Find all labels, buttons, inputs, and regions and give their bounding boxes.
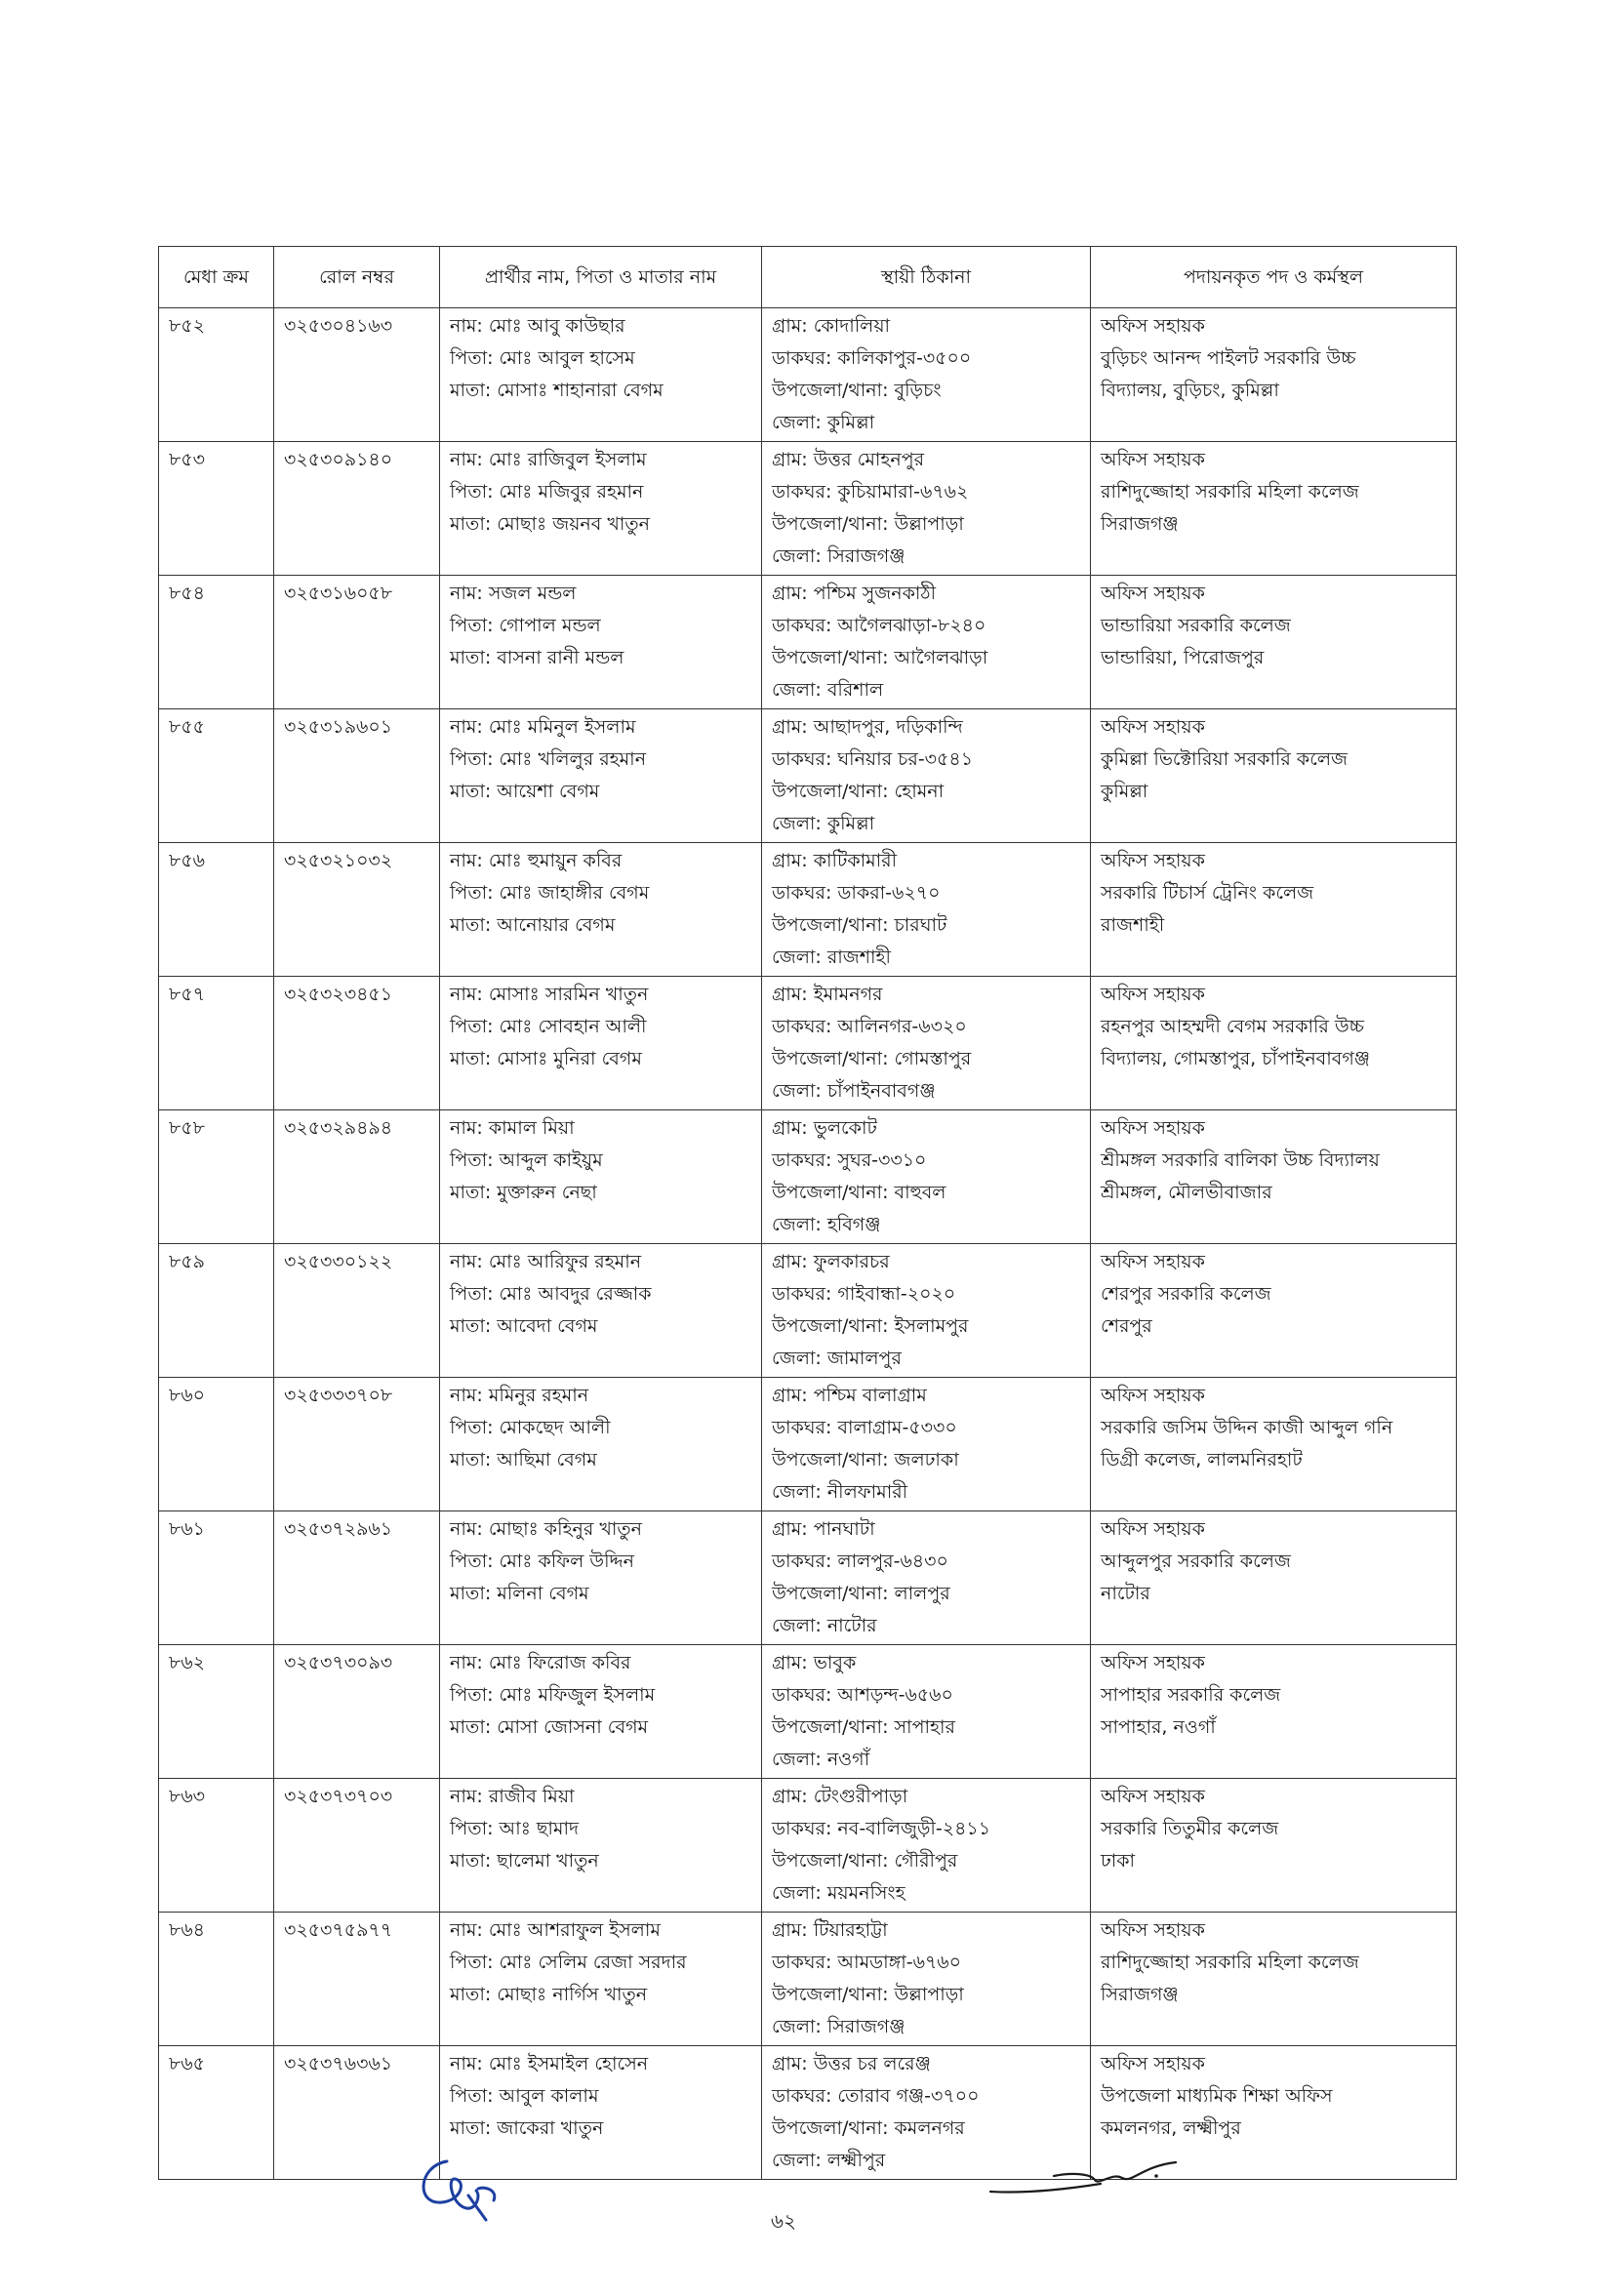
address-line: ডাকঘর: কুচিয়ামারা-৬৭৬২ (772, 481, 969, 503)
posting-line: অফিস সহায়ক (1101, 1117, 1205, 1139)
posting-line: আব্দুলপুর সরকারি কলেজ (1101, 1551, 1291, 1572)
posting-cell (1091, 1645, 1457, 1779)
posting-line: অফিস সহায়ক (1101, 1786, 1205, 1807)
header-roll: রোল নম্বর (274, 247, 440, 308)
address-line: ডাকঘর: বালাগ্রাম-৫৩৩০ (772, 1417, 957, 1438)
roll-cell: ৩২৫৩৭৫৯৭৭ (274, 1913, 440, 2046)
candidate-line: নাম: কামাল মিয়া (450, 1117, 575, 1139)
posting-line: রাজশাহী (1101, 914, 1165, 936)
table-row (159, 442, 1457, 576)
candidate-cell (440, 1511, 762, 1645)
address-line: ডাকঘর: ঘনিয়ার চর-৩৫৪১ (772, 748, 974, 770)
merit-cell: ৮৬৪ (159, 1913, 274, 2046)
address-line: ডাকঘর: লালপুর-৬৪৩০ (772, 1551, 948, 1572)
header-address: স্থায়ী ঠিকানা (762, 247, 1091, 308)
candidate-line: মাতা: মলিনা বেগম (450, 1583, 589, 1604)
table-row (159, 2046, 1457, 2180)
address-cell (762, 576, 1091, 709)
address-cell (762, 843, 1091, 977)
address-line: গ্রাম: উত্তর মোহনপুর (772, 449, 925, 470)
merit-cell: ৮৫৭ (159, 977, 274, 1110)
address-line: উপজেলা/থানা: উল্লাপাড়া (772, 513, 964, 535)
address-line: গ্রাম: উত্তর চর লরেঞ্জ (772, 2053, 931, 2074)
candidate-line: পিতা: মোঃ সোবহান আলী (450, 1016, 647, 1037)
candidate-cell (440, 442, 762, 576)
candidate-line: পিতা: মোঃ মফিজুল ইসলাম (450, 1684, 656, 1706)
posting-line: রাশিদুজ্জোহা সরকারি মহিলা কলেজ (1101, 1952, 1359, 1973)
address-line: উপজেলা/থানা: ইসলামপুর (772, 1315, 969, 1337)
merit-cell: ৮৫৬ (159, 843, 274, 977)
candidate-cell (440, 308, 762, 442)
signature-left (408, 2152, 515, 2234)
address-line: ডাকঘর: আমডাঙ্গা-৬৭৬০ (772, 1952, 962, 1973)
posting-line: উপজেলা মাধ্যমিক শিক্ষা অফিস (1101, 2085, 1333, 2107)
candidate-line: পিতা: গোপাল মন্ডল (450, 615, 601, 636)
address-line: ডাকঘর: আশড়ন্দ-৬৫৬০ (772, 1684, 953, 1706)
merit-cell: ৮৫৪ (159, 576, 274, 709)
candidate-cell (440, 709, 762, 843)
header-posting: পদায়নকৃত পদ ও কর্মস্থল (1091, 247, 1457, 308)
posting-line: রাশিদুজ্জোহা সরকারি মহিলা কলেজ (1101, 481, 1359, 503)
candidate-line: নাম: মমিনুর রহমান (450, 1385, 589, 1406)
merit-cell: ৮৫৯ (159, 1244, 274, 1378)
posting-cell (1091, 1378, 1457, 1511)
address-line: গ্রাম: ইমামনগর (772, 984, 883, 1005)
address-line: জেলা: কুমিল্লা (772, 412, 875, 433)
candidate-cell (440, 1110, 762, 1244)
address-line: গ্রাম: পানঘাটা (772, 1518, 875, 1540)
candidate-line: নাম: মোঃ হুমায়ুন কবির (450, 850, 623, 871)
address-line: উপজেলা/থানা: লালপুর (772, 1583, 950, 1604)
candidate-cell (440, 843, 762, 977)
posting-cell (1091, 709, 1457, 843)
posting-line: অফিস সহায়ক (1101, 850, 1205, 871)
address-line: জেলা: সিরাজগঞ্জ (772, 2016, 906, 2037)
address-line: উপজেলা/থানা: হোমনা (772, 781, 945, 802)
merit-cell: ৮৫২ (159, 308, 274, 442)
merit-cell: ৮৬০ (159, 1378, 274, 1511)
posting-line: অফিস সহায়ক (1101, 2053, 1205, 2074)
address-line: গ্রাম: পশ্চিম বালাগ্রাম (772, 1385, 927, 1406)
address-line: উপজেলা/থানা: বুড়িচং (772, 380, 942, 401)
signature-right (986, 2155, 1200, 2207)
roll-cell: ৩২৫৩৭৩০৯৩ (274, 1645, 440, 1779)
posting-line: শেরপুর (1101, 1315, 1152, 1337)
address-cell (762, 1779, 1091, 1913)
merit-cell: ৮৫৮ (159, 1110, 274, 1244)
candidate-line: পিতা: মোঃ খলিলুর রহমান (450, 748, 647, 770)
address-line: উপজেলা/থানা: বাহুবল (772, 1182, 946, 1203)
candidate-line: মাতা: মোছাঃ নার্গিস খাতুন (450, 1984, 648, 2005)
address-line: গ্রাম: পশ্চিম সুজনকাঠী (772, 583, 937, 604)
candidate-cell (440, 1645, 762, 1779)
merit-list-table (158, 246, 1457, 2180)
candidate-line: মাতা: মোছাঃ জয়নব খাতুন (450, 513, 650, 535)
address-line: ডাকঘর: আলিনগর-৬৩২০ (772, 1016, 967, 1037)
posting-cell (1091, 977, 1457, 1110)
candidate-line: নাম: মোসাঃ সারমিন খাতুন (450, 984, 649, 1005)
address-line: গ্রাম: টেংগুরীপাড়া (772, 1786, 908, 1807)
posting-cell (1091, 1244, 1457, 1378)
posting-line: বিদ্যালয়, বুড়িচং, কুমিল্লা (1101, 380, 1279, 401)
address-line: ডাকঘর: নব-বালিজুড়ী-২৪১১ (772, 1818, 991, 1839)
candidate-line: নাম: সজল মন্ডল (450, 583, 577, 604)
posting-line: অফিস সহায়ক (1101, 1652, 1205, 1673)
posting-line: অফিস সহায়ক (1101, 449, 1205, 470)
merit-cell: ৮৬১ (159, 1511, 274, 1645)
address-cell (762, 442, 1091, 576)
posting-line: ভান্ডারিয়া সরকারি কলেজ (1101, 615, 1291, 636)
candidate-line: মাতা: মোসা জোসনা বেগম (450, 1716, 649, 1738)
candidate-line: পিতা: মোঃ আবদুর রেজ্জাক (450, 1283, 652, 1305)
table-row (159, 576, 1457, 709)
candidate-line: পিতা: মোঃ কফিল উদ্দিন (450, 1551, 634, 1572)
roll-cell: ৩২৫৩১৬০৫৮ (274, 576, 440, 709)
candidate-line: নাম: রাজীব মিয়া (450, 1786, 575, 1807)
merit-cell: ৮৬৫ (159, 2046, 274, 2180)
table-row (159, 1779, 1457, 1913)
posting-line: সাপাহার সরকারি কলেজ (1101, 1684, 1281, 1706)
address-line: উপজেলা/থানা: আগৈলঝাড়া (772, 647, 988, 668)
table-row (159, 1511, 1457, 1645)
candidate-line: মাতা: মুক্তারুন নেছা (450, 1182, 597, 1203)
candidate-line: নাম: মোছাঃ কহিনুর খাতুন (450, 1518, 642, 1540)
candidate-line: নাম: মোঃ মমিনুল ইসলাম (450, 716, 636, 738)
address-line: জেলা: সিরাজগঞ্জ (772, 545, 906, 567)
posting-cell (1091, 576, 1457, 709)
candidate-line: পিতা: আঃ ছামাদ (450, 1818, 579, 1839)
address-line: উপজেলা/থানা: চারঘাট (772, 914, 947, 936)
posting-line: কুমিল্লা (1101, 781, 1148, 802)
roll-cell: ৩২৫৩২১০৩২ (274, 843, 440, 977)
posting-line: সাপাহার, নওগাঁ (1101, 1716, 1216, 1738)
posting-line: বিদ্যালয়, গোমস্তাপুর, চাঁপাইনবাবগঞ্জ (1101, 1048, 1370, 1069)
candidate-cell (440, 977, 762, 1110)
candidate-line: নাম: মোঃ রাজিবুল ইসলাম (450, 449, 647, 470)
address-line: গ্রাম: টিয়ারহাট্টা (772, 1919, 888, 1941)
posting-cell (1091, 442, 1457, 576)
posting-line: অফিস সহায়ক (1101, 1919, 1205, 1941)
address-cell (762, 1645, 1091, 1779)
candidate-line: পিতা: মোঃ সেলিম রেজা সরদার (450, 1952, 687, 1973)
posting-line: ভান্ডারিয়া, পিরোজপুর (1101, 647, 1265, 668)
posting-line: বুড়িচং আনন্দ পাইলট সরকারি উচ্চ (1101, 347, 1356, 369)
roll-cell: ৩২৫৩২৩৪৫১ (274, 977, 440, 1110)
posting-line: শেরপুর সরকারি কলেজ (1101, 1283, 1271, 1305)
address-line: উপজেলা/থানা: কমলনগর (772, 2117, 965, 2139)
page-number: ৬২ (771, 2209, 797, 2233)
posting-line: অফিস সহায়ক (1101, 716, 1205, 738)
roll-cell: ৩২৫৩৭৩৭০৩ (274, 1779, 440, 1913)
posting-line: সিরাজগঞ্জ (1101, 513, 1179, 535)
address-line: গ্রাম: ফুলকারচর (772, 1251, 890, 1272)
posting-line: অফিস সহায়ক (1101, 583, 1205, 604)
posting-line: শ্রীমঙ্গল সরকারি বালিকা উচ্চ বিদ্যালয় (1101, 1149, 1380, 1171)
table-row (159, 1913, 1457, 2046)
roll-cell: ৩২৫৩৭৬৩৬১ (274, 2046, 440, 2180)
posting-line: কুমিল্লা ভিক্টোরিয়া সরকারি কলেজ (1101, 748, 1348, 770)
posting-line: ঢাকা (1101, 1850, 1136, 1872)
posting-line: সিরাজগঞ্জ (1101, 1984, 1179, 2005)
posting-cell (1091, 1511, 1457, 1645)
candidate-line: নাম: মোঃ আরিফুর রহমান (450, 1251, 642, 1272)
roll-cell: ৩২৫৩৩০১২২ (274, 1244, 440, 1378)
candidate-line: মাতা: আছিমা বেগম (450, 1449, 597, 1470)
address-cell (762, 1244, 1091, 1378)
posting-line: অফিস সহায়ক (1101, 1385, 1205, 1406)
address-line: উপজেলা/থানা: সাপাহার (772, 1716, 955, 1738)
roll-cell: ৩২৫৩২৯৪৯৪ (274, 1110, 440, 1244)
posting-line: সরকারি তিতুমীর কলেজ (1101, 1818, 1279, 1839)
candidate-line: নাম: মোঃ আশরাফুল ইসলাম (450, 1919, 661, 1941)
posting-line: সরকারি টিচার্স ট্রেনিং কলেজ (1101, 882, 1314, 904)
address-line: জেলা: বরিশাল (772, 679, 884, 701)
merit-cell: ৮৫৫ (159, 709, 274, 843)
candidate-line: নাম: মোঃ আবু কাউছার (450, 315, 625, 337)
table-row (159, 1110, 1457, 1244)
posting-cell (1091, 1913, 1457, 2046)
address-line: ডাকঘর: আগৈলঝাড়া-৮২৪০ (772, 615, 986, 636)
roll-cell: ৩২৫৩০৪১৬৩ (274, 308, 440, 442)
roll-cell: ৩২৫৩১৯৬০১ (274, 709, 440, 843)
posting-line: অফিস সহায়ক (1101, 315, 1205, 337)
address-line: জেলা: লক্ষ্মীপুর (772, 2150, 886, 2171)
candidate-line: নাম: মোঃ ফিরোজ কবির (450, 1652, 631, 1673)
candidate-cell (440, 576, 762, 709)
posting-line: অফিস সহায়ক (1101, 984, 1205, 1005)
posting-line: কমলনগর, লক্ষ্মীপুর (1101, 2117, 1241, 2139)
candidate-line: মাতা: ছালেমা খাতুন (450, 1850, 599, 1872)
address-cell (762, 308, 1091, 442)
address-cell (762, 1110, 1091, 1244)
candidate-line: মাতা: আবেদা বেগম (450, 1315, 598, 1337)
address-line: জেলা: নওগাঁ (772, 1749, 870, 1770)
table-row (159, 843, 1457, 977)
address-line: উপজেলা/থানা: জলঢাকা (772, 1449, 959, 1470)
posting-cell (1091, 308, 1457, 442)
table-header-row (159, 247, 1457, 308)
address-line: উপজেলা/থানা: উল্লাপাড়া (772, 1984, 964, 2005)
address-line: গ্রাম: আছাদপুর, দড়িকান্দি (772, 716, 963, 738)
table-row (159, 1378, 1457, 1511)
table-row (159, 308, 1457, 442)
candidate-cell (440, 1244, 762, 1378)
header-name: প্রার্থীর নাম, পিতা ও মাতার নাম (440, 247, 762, 308)
posting-line: রহনপুর আহম্মদী বেগম সরকারি উচ্চ (1101, 1016, 1364, 1037)
address-line: ডাকঘর: তোরাব গঞ্জ-৩৭০০ (772, 2085, 980, 2107)
candidate-line: মাতা: জাকেরা খাতুন (450, 2117, 604, 2139)
candidate-cell (440, 1378, 762, 1511)
address-cell (762, 709, 1091, 843)
address-line: গ্রাম: ভাবুক (772, 1652, 857, 1673)
posting-line: ডিগ্রী কলেজ, লালমনিরহাট (1101, 1449, 1303, 1470)
roll-cell: ৩২৫৩০৯১৪০ (274, 442, 440, 576)
posting-line: নাটোর (1101, 1583, 1150, 1604)
posting-cell (1091, 1110, 1457, 1244)
address-cell (762, 977, 1091, 1110)
address-line: জেলা: নাটোর (772, 1615, 877, 1636)
candidate-line: মাতা: বাসনা রানী মন্ডল (450, 647, 624, 668)
table-row (159, 709, 1457, 843)
candidate-line: মাতা: মোসাঃ শাহানারা বেগম (450, 380, 664, 401)
address-line: জেলা: কুমিল্লা (772, 813, 875, 834)
address-line: গ্রাম: কোদালিয়া (772, 315, 891, 337)
address-line: জেলা: হবিগঞ্জ (772, 1214, 881, 1235)
candidate-line: মাতা: আনোয়ার বেগম (450, 914, 616, 936)
address-line: জেলা: রাজশাহী (772, 947, 891, 968)
candidate-cell (440, 1779, 762, 1913)
table-row (159, 1244, 1457, 1378)
posting-cell (1091, 1779, 1457, 1913)
merit-cell: ৮৫৩ (159, 442, 274, 576)
address-cell (762, 1511, 1091, 1645)
posting-line: অফিস সহায়ক (1101, 1518, 1205, 1540)
address-line: ডাকঘর: গাইবান্ধা-২০২০ (772, 1283, 956, 1305)
candidate-line: পিতা: মোকছেদ আলী (450, 1417, 611, 1438)
roll-cell: ৩২৫৩৭২৯৬১ (274, 1511, 440, 1645)
candidate-line: মাতা: মোসাঃ মুনিরা বেগম (450, 1048, 642, 1069)
address-cell (762, 1913, 1091, 2046)
address-line: জেলা: নীলফামারী (772, 1481, 908, 1503)
candidate-line: নাম: মোঃ ইসমাইল হোসেন (450, 2053, 649, 2074)
address-line: ডাকঘর: কালিকাপুর-৩৫০০ (772, 347, 972, 369)
candidate-line: পিতা: মোঃ জাহাঙ্গীর বেগম (450, 882, 650, 904)
posting-line: সরকারি জসিম উদ্দিন কাজী আব্দুল গনি (1101, 1417, 1393, 1438)
candidate-line: পিতা: আব্দুল কাইয়ুম (450, 1149, 603, 1171)
address-line: জেলা: ময়মনসিংহ (772, 1882, 906, 1904)
candidate-line: পিতা: আবুল কালাম (450, 2085, 599, 2107)
merit-cell: ৮৬২ (159, 1645, 274, 1779)
posting-line: অফিস সহায়ক (1101, 1251, 1205, 1272)
roll-cell: ৩২৫৩৩৩৭০৮ (274, 1378, 440, 1511)
candidate-line: মাতা: আয়েশা বেগম (450, 781, 600, 802)
posting-line: শ্রীমঙ্গল, মৌলভীবাজার (1101, 1182, 1272, 1203)
candidate-line: পিতা: মোঃ আবুল হাসেম (450, 347, 635, 369)
candidate-cell (440, 1913, 762, 2046)
header-merit: মেধা ক্রম (159, 247, 274, 308)
merit-cell: ৮৬৩ (159, 1779, 274, 1913)
table-row (159, 1645, 1457, 1779)
posting-cell (1091, 843, 1457, 977)
address-line: গ্রাম: কাটিকামারী (772, 850, 898, 871)
address-cell (762, 1378, 1091, 1511)
candidate-line: পিতা: মোঃ মজিবুর রহমান (450, 481, 644, 503)
address-line: ডাকঘর: সুঘর-৩৩১০ (772, 1149, 927, 1171)
table-row (159, 977, 1457, 1110)
address-line: উপজেলা/থানা: গোমস্তাপুর (772, 1048, 972, 1069)
address-line: ডাকঘর: ডাকরা-৬২৭০ (772, 882, 941, 904)
address-line: জেলা: জামালপুর (772, 1348, 902, 1369)
address-line: গ্রাম: ভুলকোট (772, 1117, 877, 1139)
address-line: উপজেলা/থানা: গৌরীপুর (772, 1850, 958, 1872)
address-line: জেলা: চাঁপাইনবাবগঞ্জ (772, 1080, 936, 1102)
